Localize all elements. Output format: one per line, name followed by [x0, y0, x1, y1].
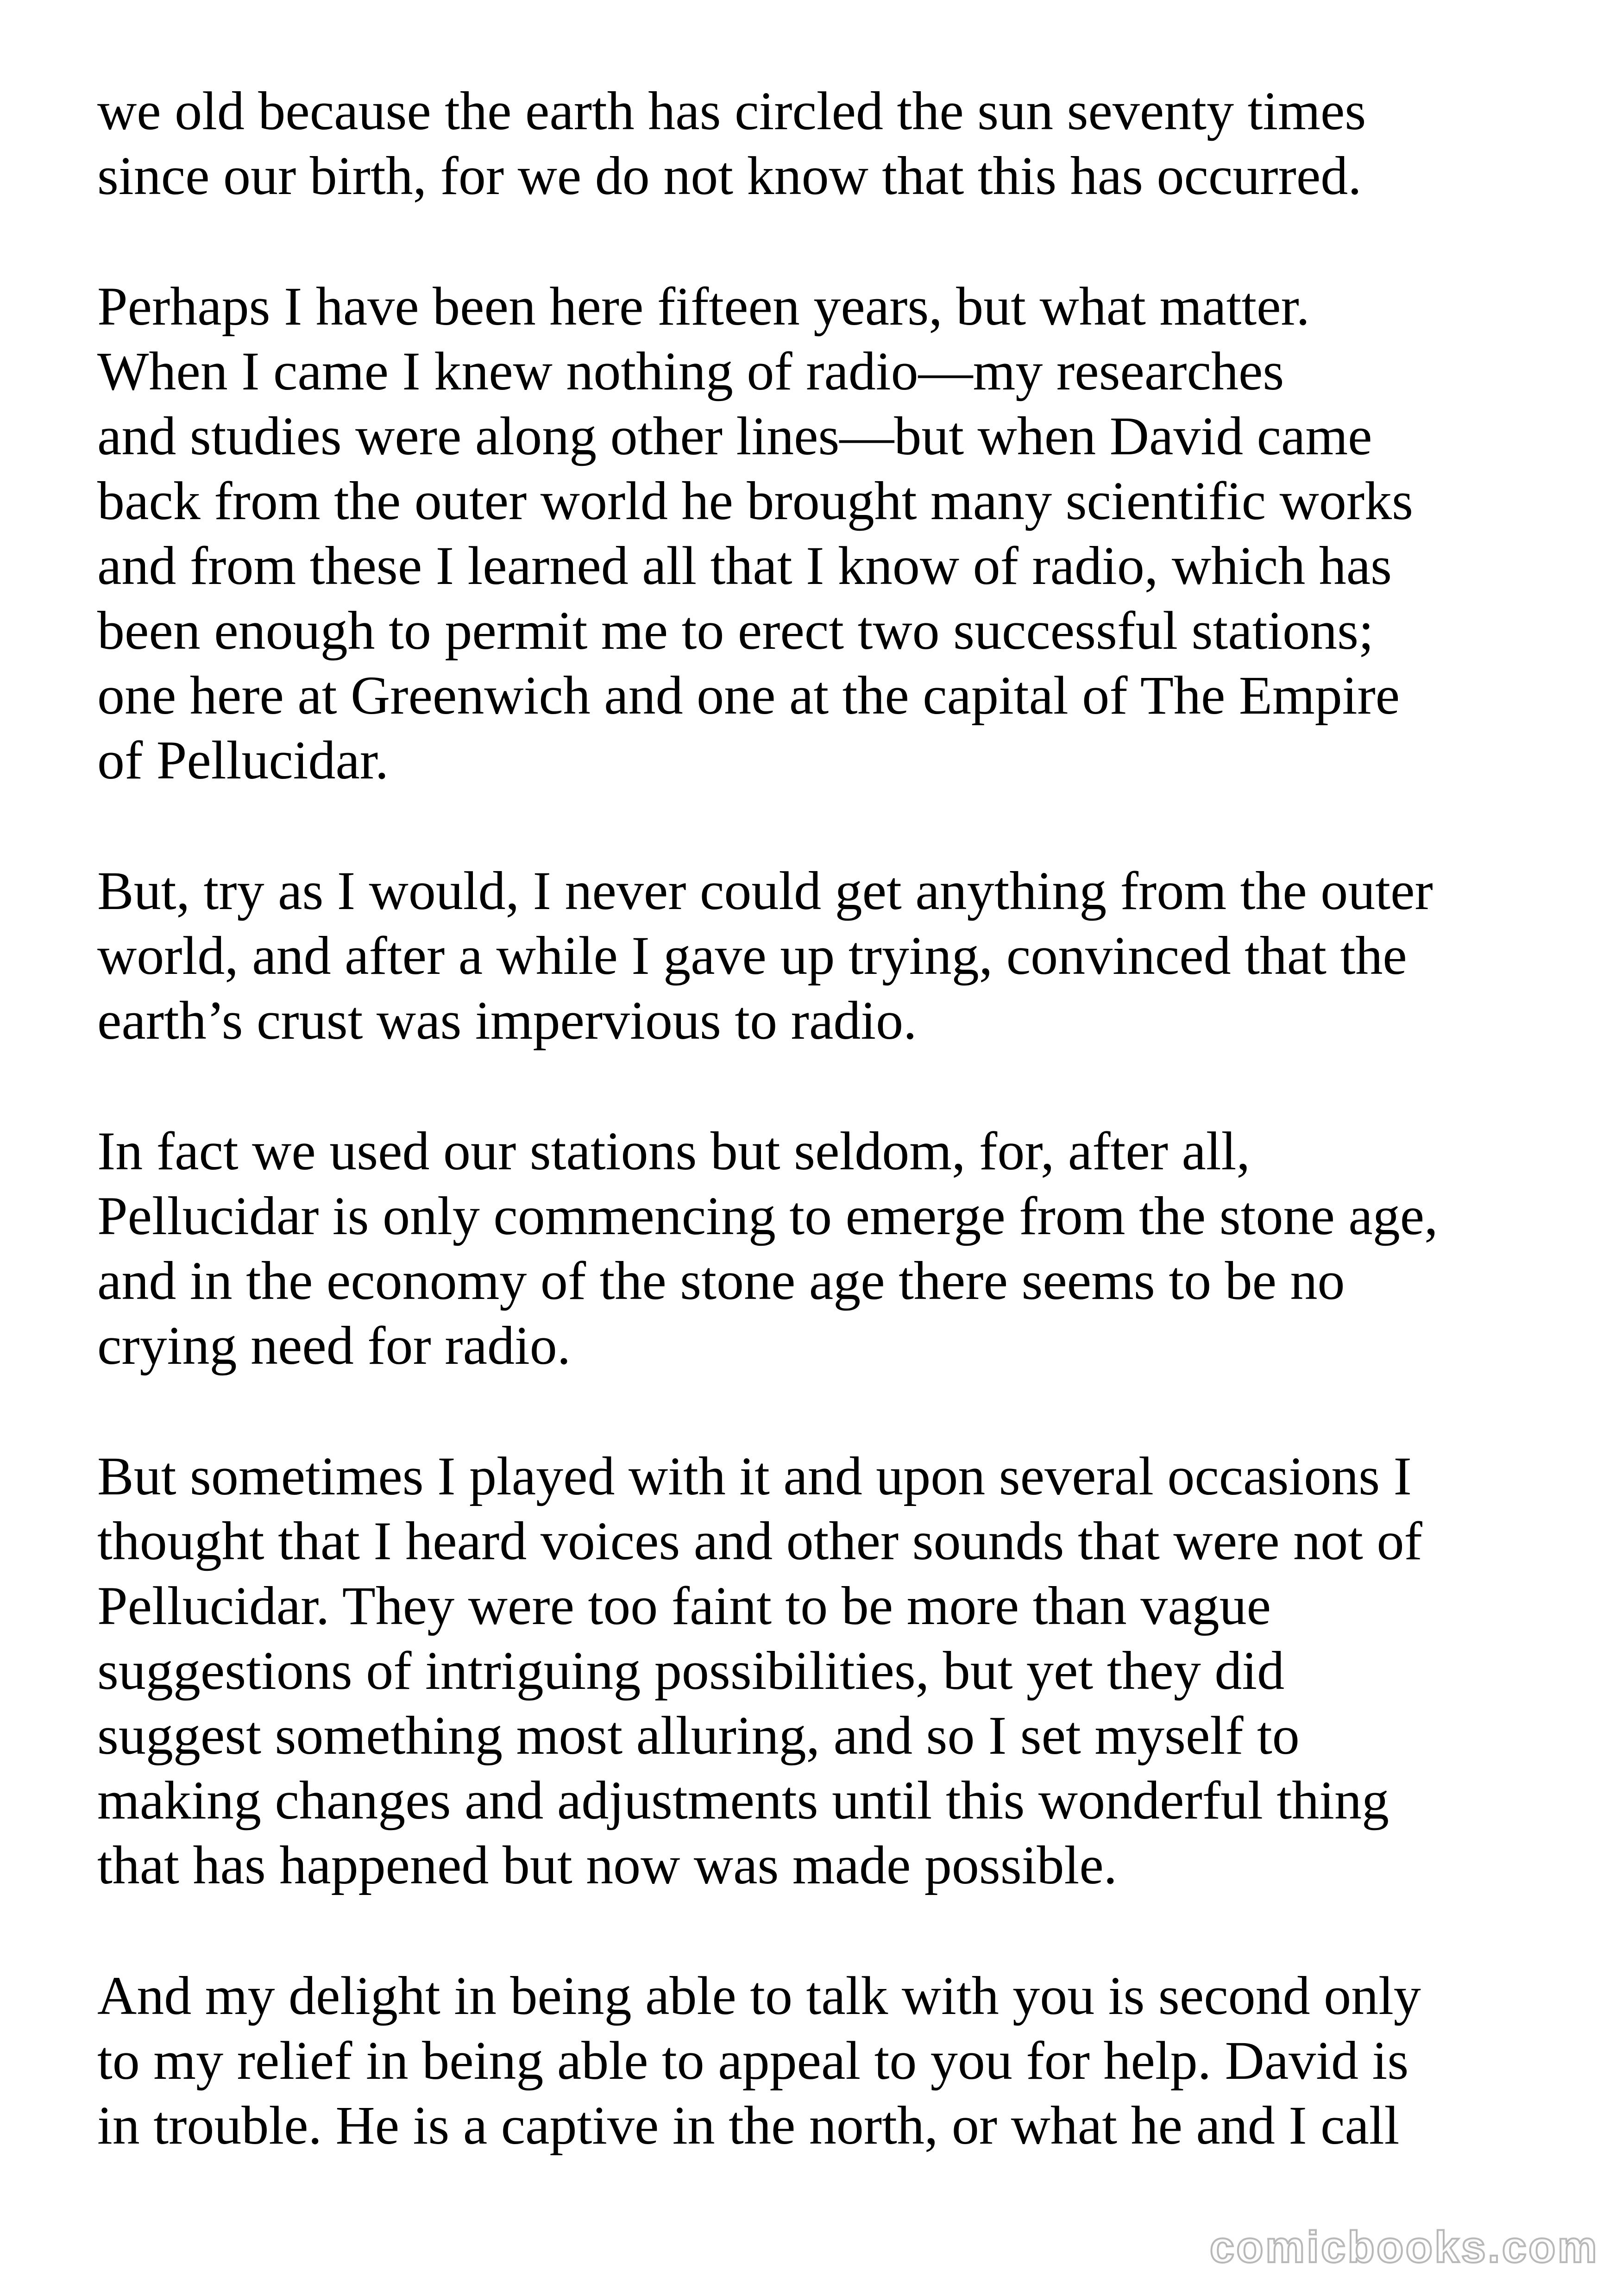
- text-line: world, and after a while I gave up trying, convinced that the: [97, 925, 1407, 986]
- text-line: and from these I learned all that I know of radio, which has: [97, 535, 1392, 596]
- text-line: Pellucidar is only commencing to emerge from the stone age,: [97, 1186, 1438, 1246]
- text-line: making changes and adjustments until this wonderful thing: [97, 1770, 1389, 1831]
- text-line: and in the economy of the stone age there seems to be no: [97, 1250, 1345, 1311]
- text-line: Perhaps I have been here fifteen years, but what matter.: [97, 276, 1310, 337]
- paragraph: [97, 859, 1556, 1053]
- text-line: one here at Greenwich and one at the capital of The Empire: [97, 665, 1400, 726]
- text-line: to my relief in being able to appeal to you for help. David is: [97, 2030, 1409, 2091]
- text-line: In fact we used our stations but seldom, for, after all,: [97, 1121, 1250, 1181]
- text-line: been enough to permit me to erect two successful stations;: [97, 600, 1374, 661]
- text-line: Pellucidar. They were too faint to be more than vague: [97, 1575, 1271, 1636]
- text-line: suggest something most alluring, and so I set myself to: [97, 1705, 1300, 1766]
- paragraph: [97, 274, 1556, 793]
- text-line: crying need for radio.: [97, 1315, 571, 1376]
- text-line: that has happened but now was made possible.: [97, 1835, 1118, 1895]
- watermark-logo: comicbooks.com: [1209, 2222, 1599, 2272]
- text-line: earth’s crust was impervious to radio.: [97, 990, 917, 1051]
- text-line: But sometimes I played with it and upon several occasions I: [97, 1446, 1412, 1506]
- text-line: thought that I heard voices and other sounds that were not of: [97, 1511, 1422, 1571]
- text-line: we old because the earth has circled the sun seventy times: [97, 81, 1366, 141]
- paragraph: [97, 1119, 1556, 1378]
- text-line: and studies were along other lines—but when David came: [97, 406, 1372, 466]
- body-text: [97, 79, 1556, 2224]
- paragraph: [97, 1964, 1556, 2158]
- paragraph: [97, 1444, 1556, 1898]
- text-line: back from the outer world he brought many scientific works: [97, 470, 1414, 531]
- text-line: And my delight in being able to talk with you is second only: [97, 1965, 1421, 2026]
- text-line: But, try as I would, I never could get anything from the outer: [97, 860, 1433, 921]
- text-line: of Pellucidar.: [97, 730, 389, 790]
- text-line: in trouble. He is a captive in the north, or what he and I call: [97, 2095, 1400, 2156]
- text-line: When I came I knew nothing of radio—my researches: [97, 341, 1284, 401]
- text-line: suggestions of intriguing possibilities, but yet they did: [97, 1640, 1285, 1701]
- paragraph: [97, 79, 1556, 208]
- text-line: since our birth, for we do not know that this has occurred.: [97, 145, 1362, 206]
